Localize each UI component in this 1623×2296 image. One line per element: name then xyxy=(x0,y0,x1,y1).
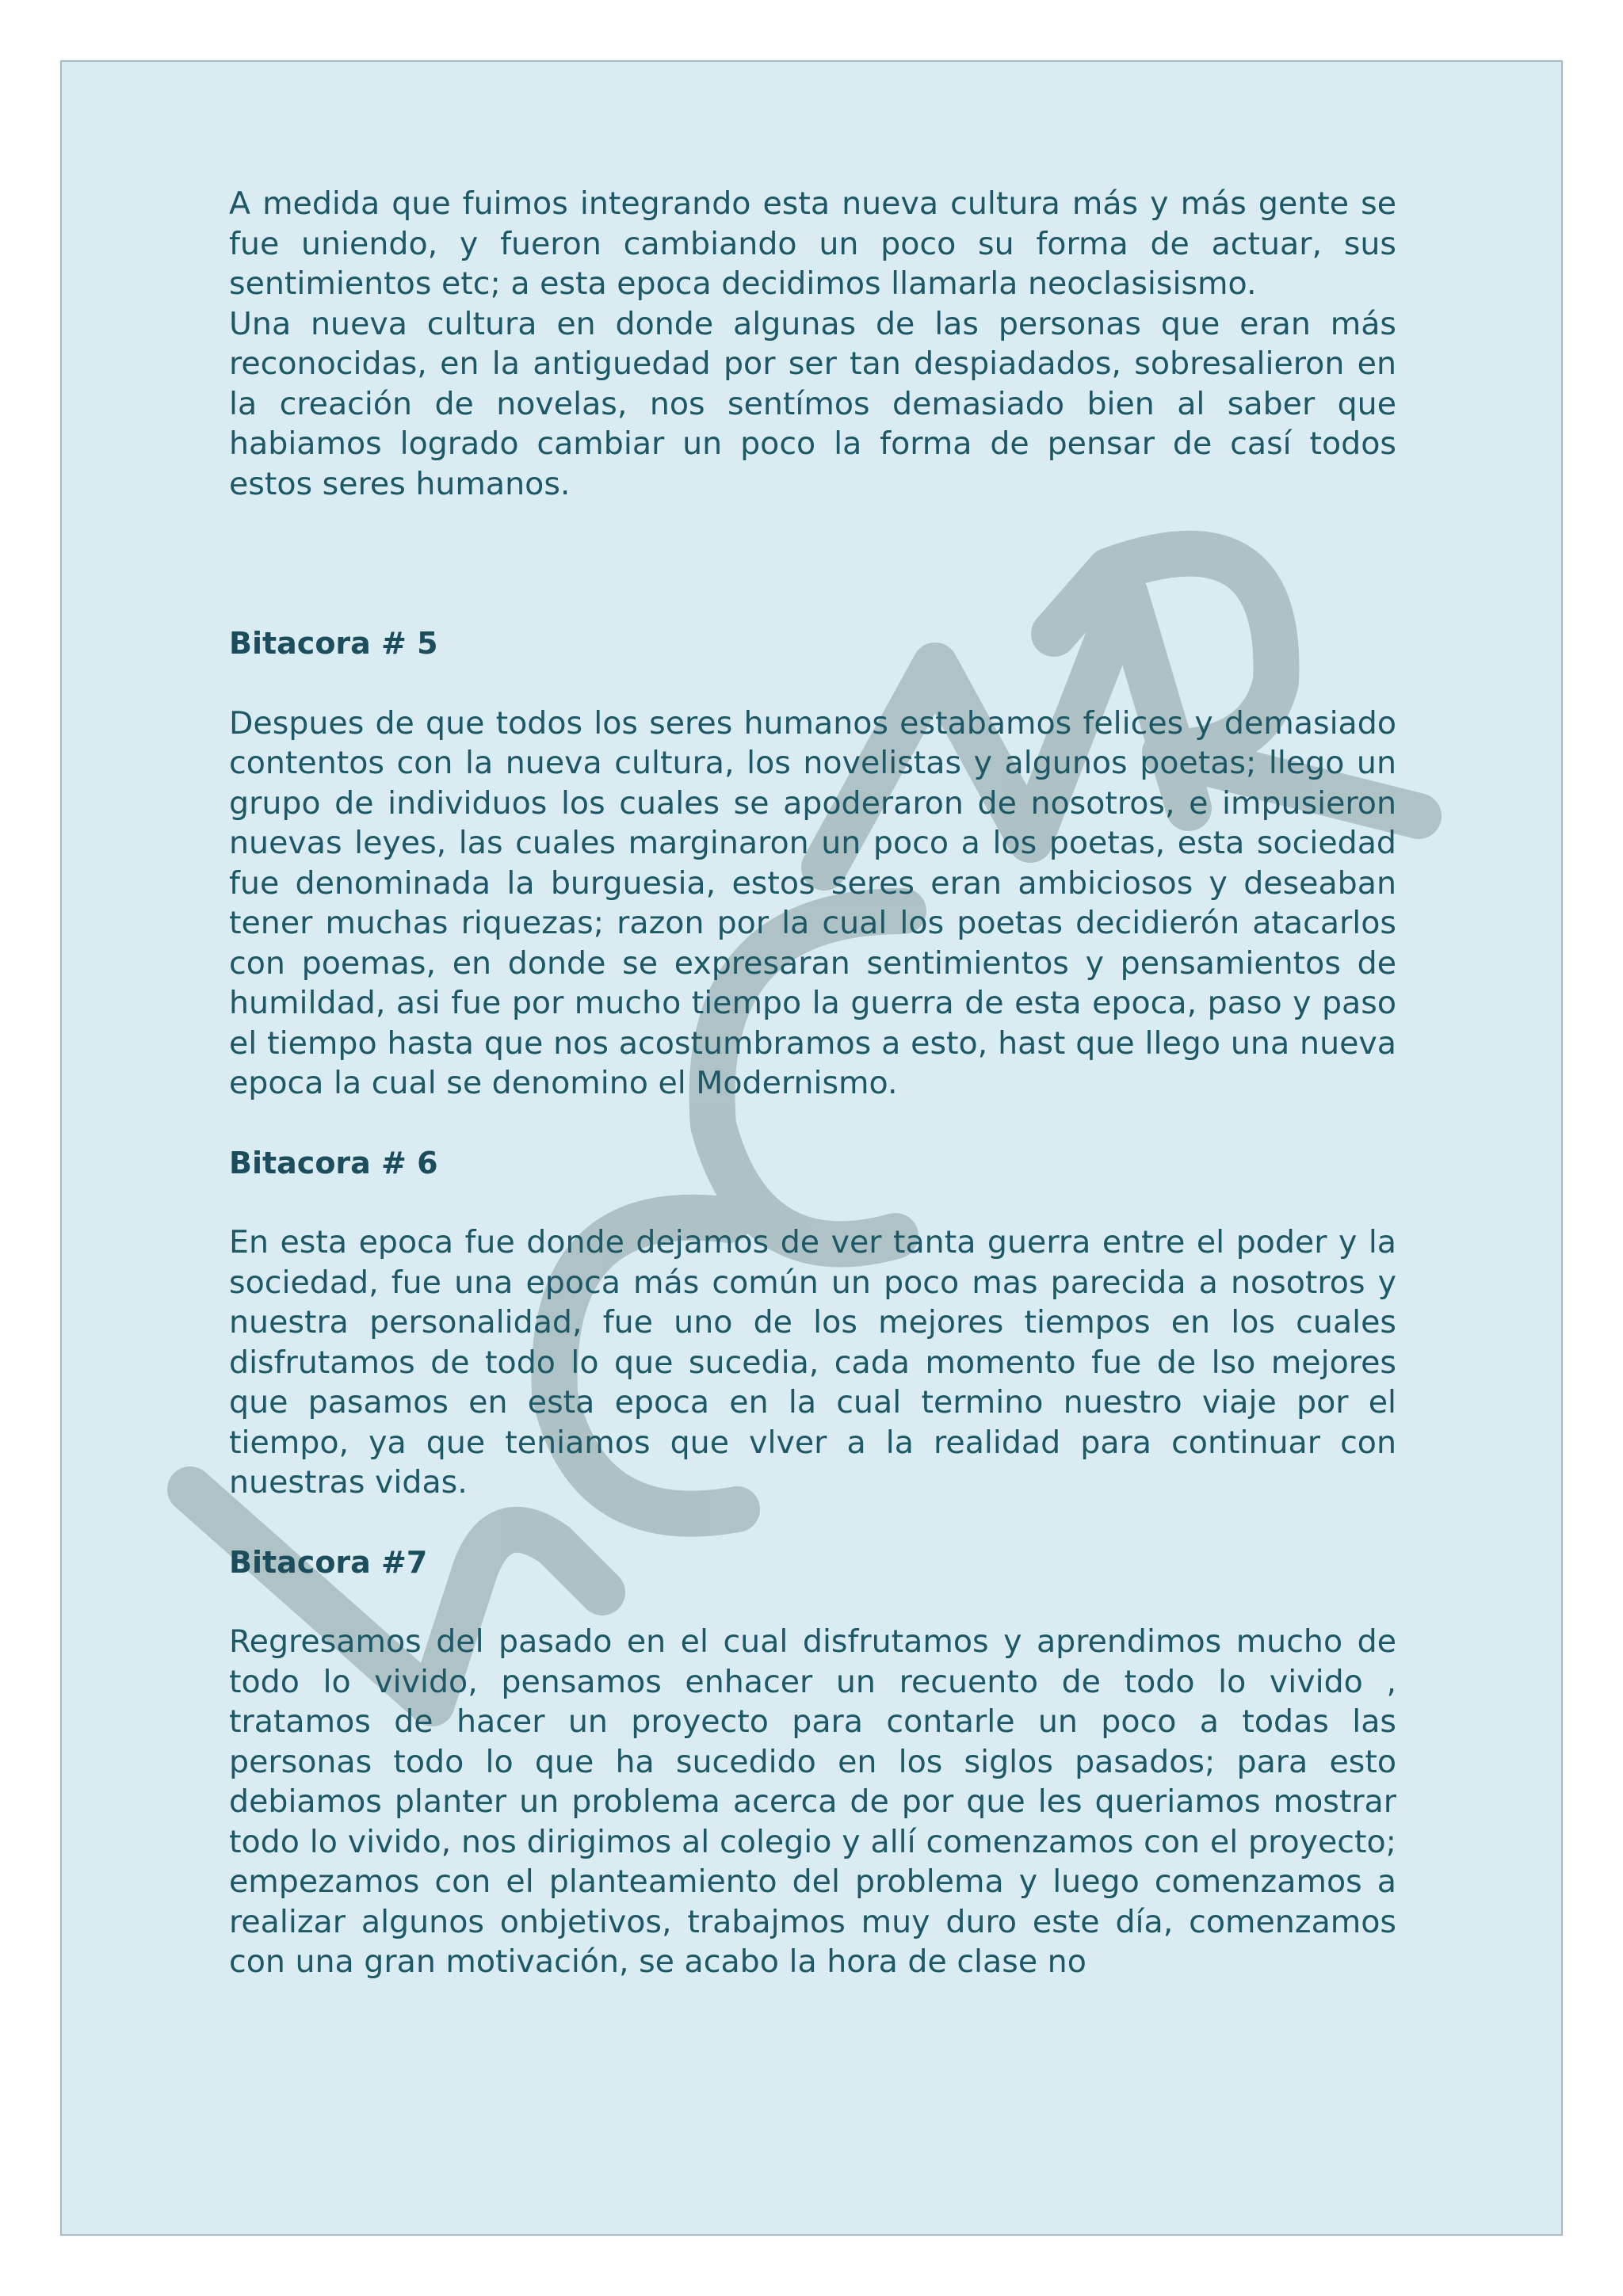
section-body-bitacora-5: Despues de que todos los seres humanos estabamos felices y demasiado contentos con la nueva cultura, los novelistas y algunos poetas; llego un grupo de individuos los cuales se apoderaron de nosotros, e impusieron nuevas leyes, las cuales marginaron un poco a los poetas, esta sociedad fue denominada la burguesia, estos seres eran ambiciosos y deseaban tener muchas riquezas; razon por la cual los poetas decidierón atacarlos con poemas, en donde se expresaran sentimientos y pensamientos de humildad, asi fue por mucho tiempo la guerra de esta epoca, paso y paso el tiempo hasta que nos acostumbramos a esto, hast que llego una nueva epoca la cual se denomino el Modernismo. xyxy=(229,704,1396,1101)
section-heading-bitacora-6: Bitacora # 6 xyxy=(229,1145,438,1180)
section-heading-bitacora-7: Bitacora #7 xyxy=(229,1544,428,1580)
intro-paragraph-1: A medida que fuimos integrando esta nueva cultura más y más gente se fue uniendo, y fueron cambiando un poco su forma de actuar, sus sentimientos etc; a esta epoca decidimos llamarla neoclasisismo. xyxy=(229,185,1396,302)
section-heading-bitacora-5: Bitacora # 5 xyxy=(229,626,438,661)
document-body xyxy=(229,184,1396,1982)
intro-paragraph-2: Una nueva cultura en donde algunas de las personas que eran más reconocidas, en la antiguedad por ser tan despiadados, sobresalieron en la creación de novelas, nos sentímos demasiado bien al saber que habiamos logrado cambiar un poco la forma de pensar de casí todos estos seres humanos. xyxy=(229,305,1396,502)
section-body-bitacora-6: En esta epoca fue donde dejamos de ver tanta guerra entre el poder y la sociedad, fue una epoca más común un poco mas parecida a nosotros y nuestra personalidad, fue uno de los mejores tiempos en los cuales disfrutamos de todo lo que sucedia, cada momento fue de lso mejores que pasamos en esta epoca en la cual termino nuestro viaje por el tiempo, ya que teniamos que vlver a la realidad para continuar con nuestras vidas. xyxy=(229,1224,1396,1501)
section-body-bitacora-7: Regresamos del pasado en el cual disfrutamos y aprendimos mucho de todo lo vivido, pensamos enhacer un recuento de todo lo vivido , tratamos de hacer un proyecto para contarle un poco a todas las personas todo lo que ha sucedido en los siglos pasados; para esto debiamos planter un problema acerca de por que les queriamos mostrar todo lo vivido, nos dirigimos al colegio y allí comenzamos con el proyecto; empezamos con el planteamiento del problema y luego comenzamos a realizar algunos onbjetivos, trabajmos muy duro este día, comenzamos con una gran motivación, se acabo la hora de clase no xyxy=(229,1623,1396,1980)
